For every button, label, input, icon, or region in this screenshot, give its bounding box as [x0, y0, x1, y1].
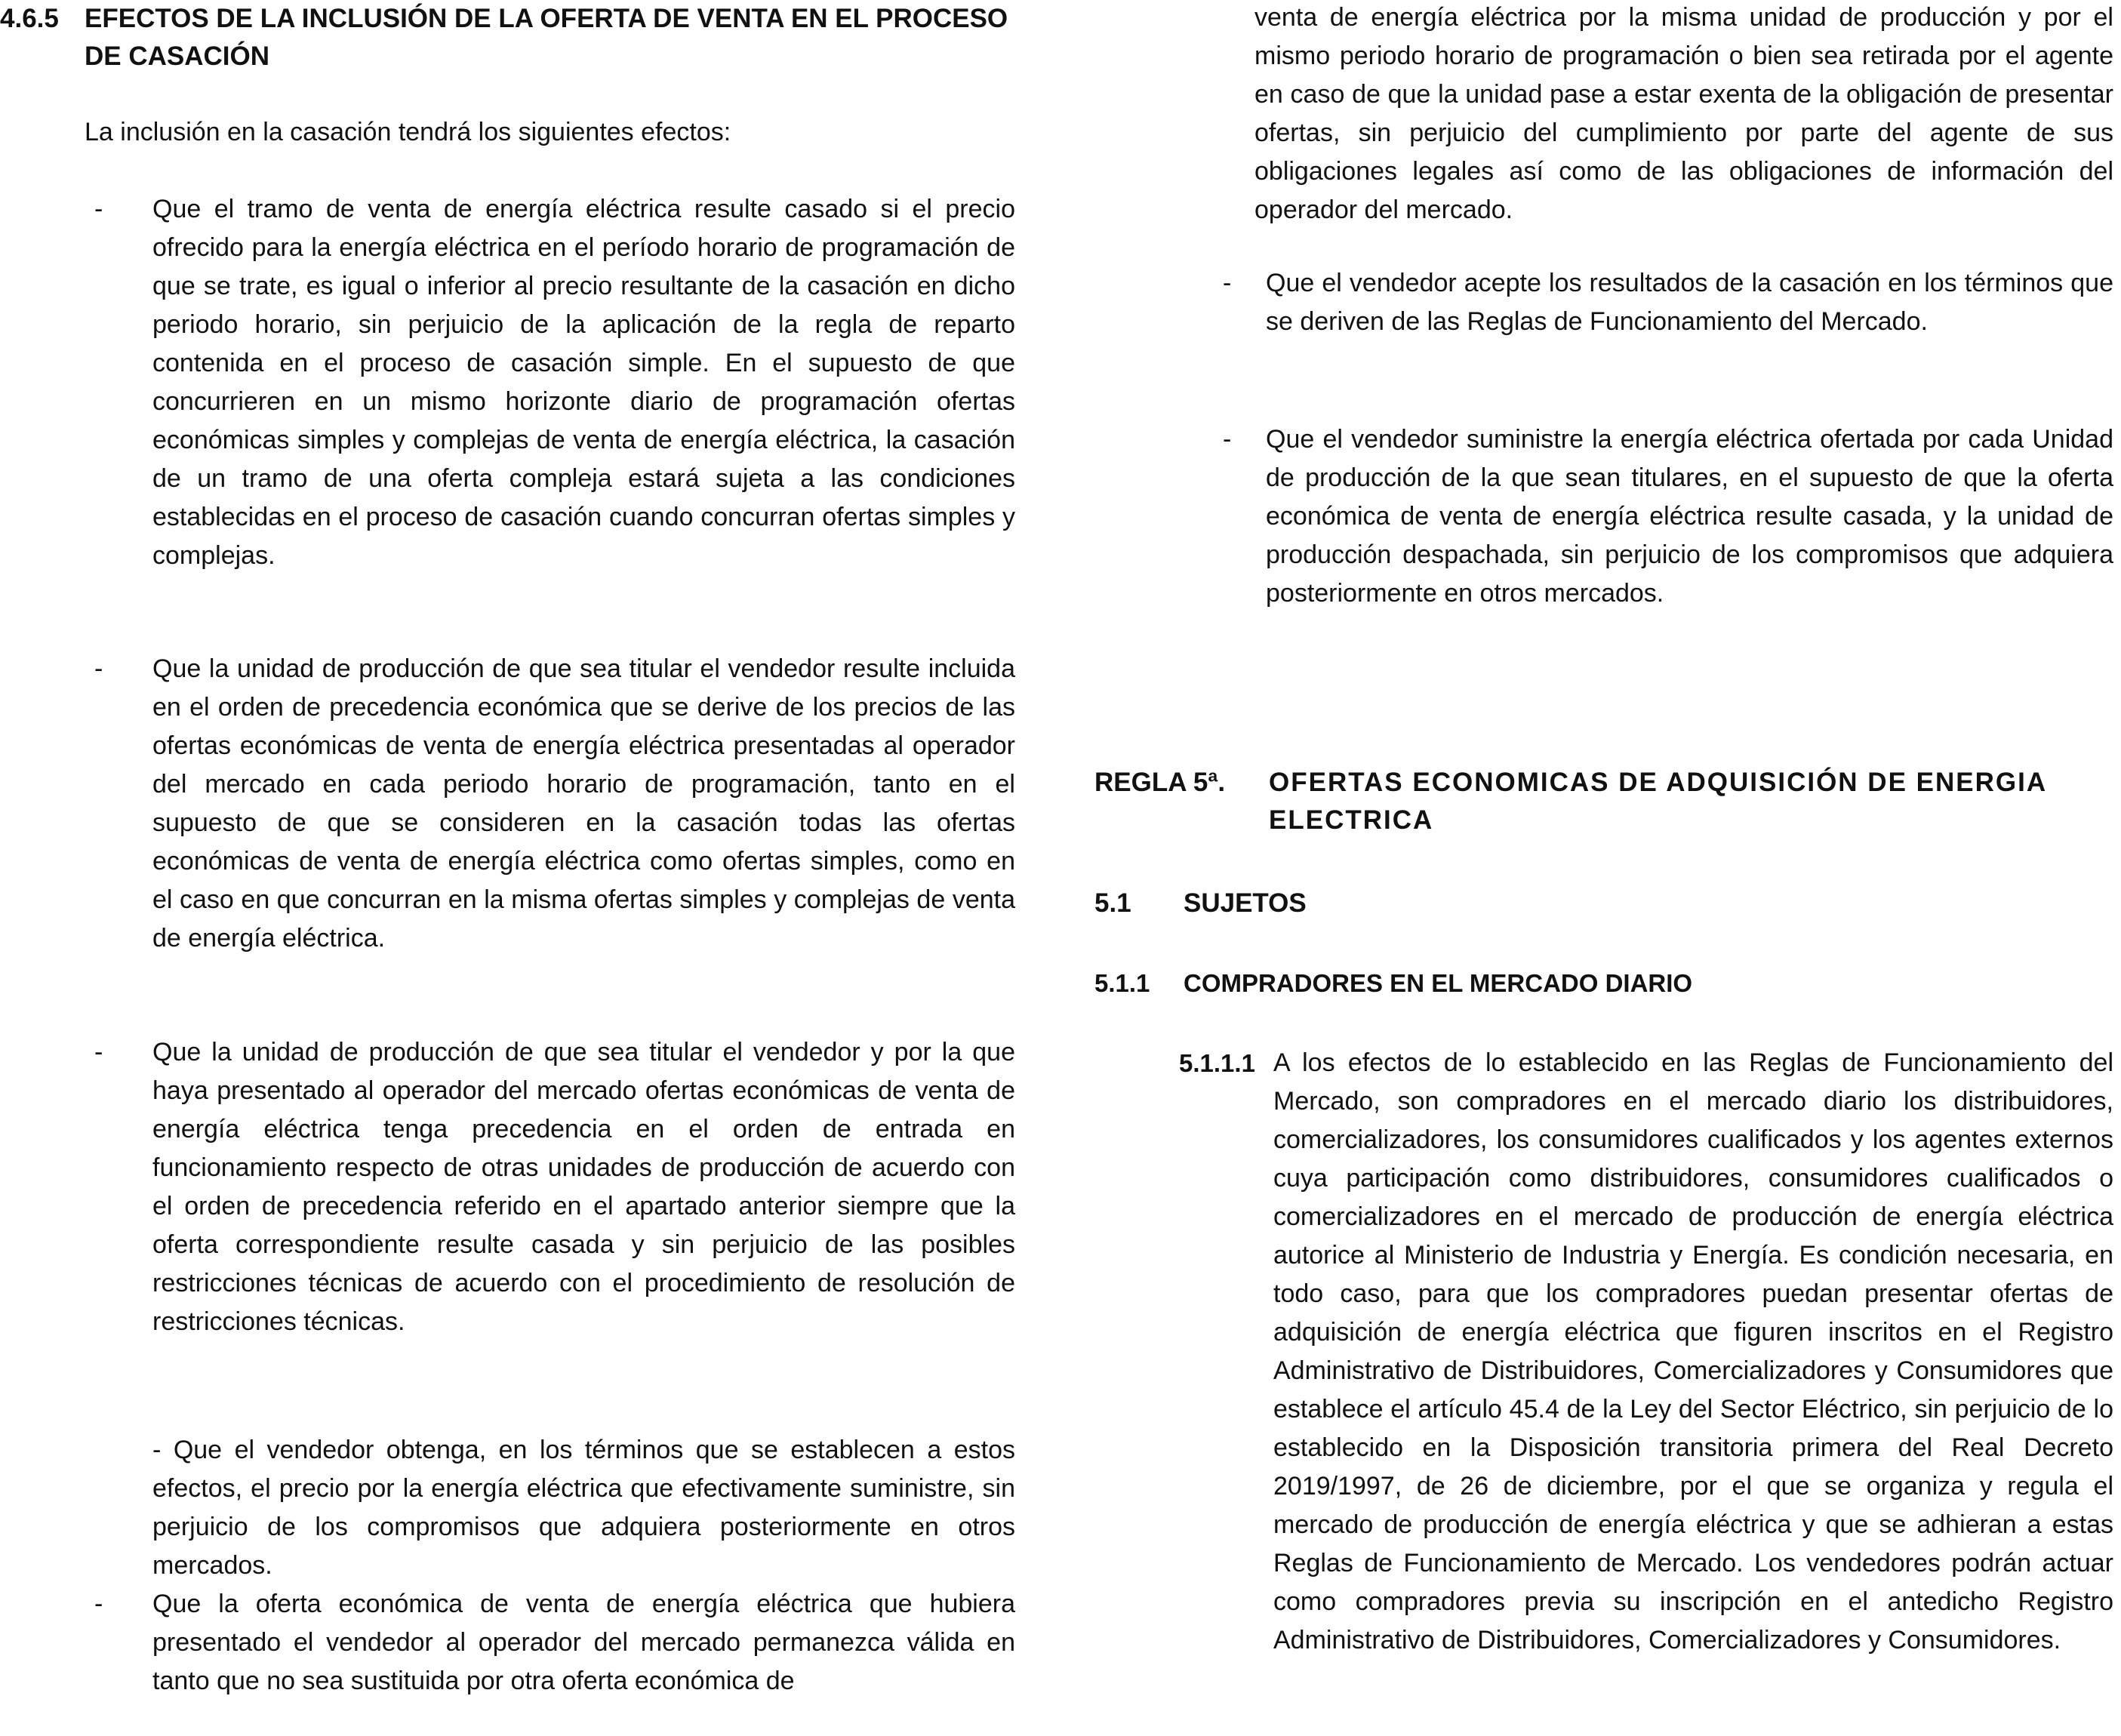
- section-title: EFECTOS DE LA INCLUSIÓN DE LA OFERTA DE VENTA EN EL PROCESO DE CASACIÓN: [85, 4, 1008, 71]
- section-heading-4-6-5: [0, 0, 1015, 75]
- list-item: [1211, 420, 2113, 613]
- section-number: 5.1.1: [1094, 969, 1150, 997]
- list-item: [83, 650, 1015, 958]
- bullet-dash: -: [1223, 269, 1232, 297]
- rule-title: OFERTAS ECONOMICAS DE ADQUISICIÓN DE ENERGIA ELECTRICA: [1269, 768, 2046, 835]
- list-item: [83, 1033, 1015, 1341]
- bullet-dash: -: [94, 1038, 103, 1067]
- section-title: SUJETOS: [1184, 888, 1307, 918]
- bullet-dash: -: [1223, 425, 1232, 454]
- intro-paragraph: La inclusión en la casación tendrá los siguientes efectos:: [85, 118, 731, 146]
- rule-heading: [1094, 764, 2113, 839]
- subsection-5-1-1-1: [1179, 1044, 2113, 1660]
- section-number: 5.1: [1094, 888, 1131, 918]
- plain-paragraph: - Que el vendedor obtenga, en los términos que se establecen a estos efectos, el precio por la energía eléctrica que efectivamente suministre, sin perjuicio de los compromisos que adquiera posteriormente en otros mercados.: [152, 1436, 1015, 1580]
- rule-number: REGLA 5ª.: [1094, 768, 1226, 797]
- list-item-text: Que la unidad de producción de que sea titular el vendedor y por la que haya presentado al operador del mercado ofertas económicas de venta de energía eléctrica tenga precedencia en el orden de entrada en funcionamiento respecto de otras unidades de producción de acuerdo con el orden de precedencia referido en el apartado anterior siempre que la oferta correspondiente resulte casada y sin perjuicio de las posibles restricciones técnicas de acuerdo con el procedimiento de resolución de restricciones técnicas.: [152, 1038, 1015, 1336]
- section-heading-5-1-1: [1094, 965, 1692, 1002]
- bullet-dash: -: [94, 654, 103, 683]
- subsection-text: A los efectos de lo establecido en las Reglas de Funcionamiento del Mercado, son compradores en el mercado diario los distribuidores, comercializadores, los consumidores cualificados y los agentes externos cuya participación como distribuidores, consumidores cualificados o comercializadores en el mercado de producción de energía eléctrica autorice al Ministerio de Industria y Energía. Es condición necesaria, en todo caso, para que los compradores puedan presentar ofertas de adquisición de energía eléctrica que figuren inscritos en el Registro Administrativo de Distribuidores, Comercializadores y Consumidores que establece el artículo 45.4 de la Ley del Sector Eléctrico, sin perjuicio de lo establecido en la Disposición transitoria primera del Real Decreto 2019/1997, de 26 de diciembre, por el que se organiza y regula el mercado de producción de energía eléctrica y que se adhieran a estas Reglas de Funcionamiento de Mercado. Los vendedores podrán actuar como compradores previa su inscripción en el antedicho Registro Administrativo de Distribuidores, Comercializadores y Consumidores.: [1273, 1048, 2113, 1654]
- list-item-text: Que el tramo de venta de energía eléctrica resulte casado si el precio ofrecido para la energía eléctrica en el período horario de programación de que se trate, es igual o inferior al precio resultante de la casación en dicho periodo horario, sin perjuicio de la aplicación de la regla de reparto contenida en el proceso de casación simple. En el supuesto de que concurrieren en un mismo horizonte diario de programación ofertas económicas simples y complejas de venta de energía eléctrica, la casación de un tramo de una oferta compleja estará sujeta a las condiciones establecidas en el proceso de casación cuando concurran ofertas simples y complejas.: [152, 195, 1015, 570]
- section-heading-5-1: [1094, 885, 1307, 922]
- list-item-text: Que el vendedor suministre la energía eléctrica ofertada por cada Unidad de producción de la que sean titulares, en el supuesto de que la oferta económica de venta de energía eléctrica resulte casada, y la unidad de producción despachada, sin perjuicio de los compromisos que adquiera posteriormente en otros mercados.: [1266, 425, 2113, 608]
- list-item-text: Que el vendedor acepte los resultados de la casación en los términos que se deriven de las Reglas de Funcionamiento del Mercado.: [1266, 269, 2113, 336]
- bullet-dash: -: [94, 1590, 103, 1618]
- section-title: COMPRADORES EN EL MERCADO DIARIO: [1184, 969, 1693, 997]
- list-item-text: Que la oferta económica de venta de energía eléctrica que hubiera presentado el vendedor al operador del mercado permanezca válida en tanto que no sea sustituida por otra oferta económica de: [152, 1590, 1015, 1695]
- list-item-text: Que la unidad de producción de que sea titular el vendedor resulte incluida en el orden de precedencia económica que se derive de los precios de las ofertas económicas de venta de energía eléctrica presentadas al operador del mercado en cada periodo horario de programación, tanto en el supuesto de que se consideren en la casación todas las ofertas económicas de venta de energía eléctrica como ofertas simples, como en el caso en que concurran en la misma ofertas simples y complejas de venta de energía eléctrica.: [152, 654, 1015, 953]
- list-item: [1211, 264, 2113, 341]
- continuation-paragraph: venta de energía eléctrica por la misma unidad de producción y por el mismo periodo horario de programación o bien sea retirada por el agente en caso de que la unidad pase a estar exenta de la obligación de presentar ofertas, sin perjuicio del cumplimiento por parte del agente de sus obligaciones legales así como de las obligaciones de información del operador del mercado.: [1254, 3, 2113, 224]
- bullet-dash: -: [94, 195, 103, 223]
- subsection-number: 5.1.1.1: [1179, 1049, 1255, 1077]
- list-item: [83, 1585, 1015, 1701]
- section-number: 4.6.5: [0, 4, 59, 33]
- list-item: [83, 190, 1015, 575]
